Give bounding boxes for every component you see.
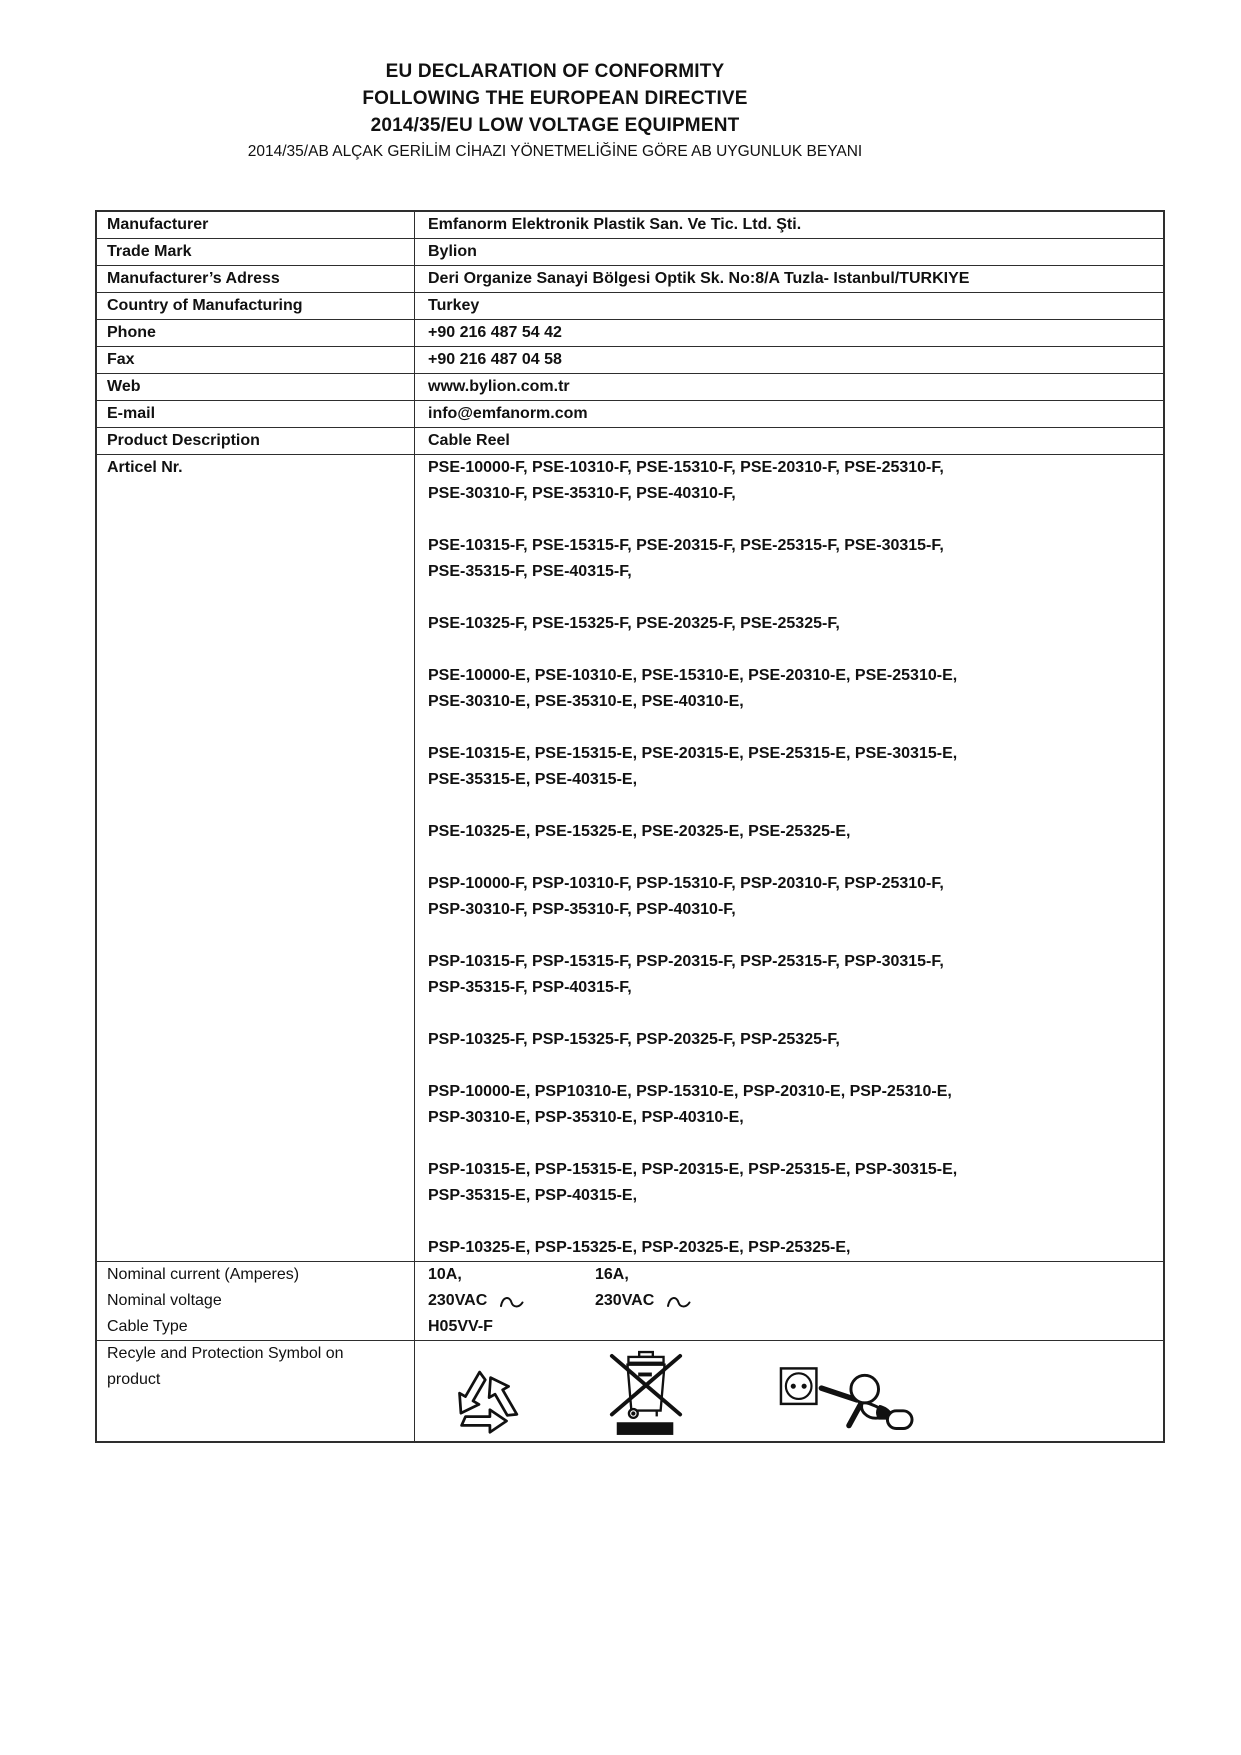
row-value: Turkey — [428, 297, 480, 314]
declaration-table — [95, 210, 1165, 1443]
row-value: Emfanorm Elektronik Plastik San. Ve Tic. Ltd. Şti. — [428, 216, 802, 233]
row-value: +90 216 487 04 58 — [428, 351, 562, 368]
article-number-line: PSE-35315-E, PSE-40315-E, — [428, 771, 638, 788]
article-number-line: PSP-10000-F, PSP-10310-F, PSP-15310-F, PSP-20310-F, PSP-25310-F, — [428, 875, 944, 892]
row-value: +90 216 487 54 42 — [428, 324, 562, 341]
article-number-line: PSE-30310-E, PSE-35310-E, PSE-40310-E, — [428, 693, 744, 710]
article-number-line — [428, 845, 1153, 871]
table-row — [97, 292, 1163, 319]
cable-type-value: H05VV-F — [428, 1318, 493, 1335]
row-label: Fax — [97, 347, 415, 373]
sine-wave-icon — [666, 1294, 693, 1309]
article-number-line: PSP-10000-E, PSP10310-E, PSP-15310-E, PSP-20310-E, PSP-25310-E, — [428, 1083, 952, 1100]
article-number-line: PSE-10000-E, PSE-10310-E, PSE-15310-E, PSE-20310-E, PSE-25310-E, — [428, 667, 958, 684]
row-value: Bylion — [428, 243, 477, 260]
article-number-line: PSP-30310-F, PSP-35310-F, PSP-40310-F, — [428, 901, 736, 918]
ratings-value — [415, 1262, 1163, 1340]
row-label: Manufacturer — [97, 212, 415, 238]
nominal-current-values — [428, 1262, 1153, 1288]
article-number-line — [428, 1209, 1153, 1235]
article-number-line: PSP-35315-F, PSP-40315-F, — [428, 979, 632, 996]
article-number-line — [428, 1131, 1153, 1157]
article-number-line — [428, 1053, 1153, 1079]
row-value: info@emfanorm.com — [428, 405, 588, 422]
voltage-230vac-left: 230VAC — [428, 1292, 488, 1309]
table-row — [97, 238, 1163, 265]
row-value: Cable Reel — [428, 432, 510, 449]
symbols-row — [97, 1340, 1163, 1441]
table-row — [97, 346, 1163, 373]
row-label: Manufacturer’s Adress — [97, 266, 415, 292]
article-number-line: PSE-10315-F, PSE-15315-F, PSE-20315-F, PSE-25315-F, PSE-30315-F, — [428, 537, 944, 554]
row-label: Product Description — [97, 428, 415, 454]
article-number-line — [428, 715, 1153, 741]
table-row — [97, 400, 1163, 427]
ratings-label — [97, 1262, 415, 1340]
current-10a: 10A, — [428, 1266, 462, 1283]
table-row — [97, 265, 1163, 292]
nominal-current-label: Nominal current (Amperes) — [107, 1266, 300, 1283]
article-numbers-label: Articel Nr. — [97, 455, 415, 1261]
row-label: Trade Mark — [97, 239, 415, 265]
table-row — [97, 212, 1163, 238]
recycle-icon — [442, 1359, 530, 1443]
voltage-230vac-right: 230VAC — [595, 1292, 655, 1309]
row-value: Deri Organize Sanayi Bölgesi Optik Sk. No:8/A Tuzla- Istanbul/TURKIYE — [428, 270, 970, 287]
subtitle: 2014/35/AB ALÇAK GERİLİM CİHAZI YÖNETMELİĞİNE GÖRE AB UYGUNLUK BEYANI — [247, 143, 863, 160]
ratings-row — [97, 1261, 1163, 1340]
article-number-line: PSE-10315-E, PSE-15315-E, PSE-20315-E, PSE-25315-E, PSE-30315-E, — [428, 745, 958, 762]
nominal-voltage-values — [428, 1288, 1153, 1314]
title-line-3: 2014/35/EU LOW VOLTAGE EQUIPMENT — [370, 115, 740, 136]
row-label: Web — [97, 374, 415, 400]
article-number-line — [428, 585, 1153, 611]
child-safety-socket-icon — [778, 1358, 914, 1436]
nominal-voltage-label: Nominal voltage — [107, 1292, 222, 1309]
article-number-line: PSP-30310-E, PSP-35310-E, PSP-40310-E, — [428, 1109, 744, 1126]
current-16a: 16A, — [595, 1266, 629, 1283]
table-row — [97, 319, 1163, 346]
article-number-line — [428, 507, 1153, 533]
title-line-2: FOLLOWING THE EUROPEAN DIRECTIVE — [362, 88, 748, 109]
article-number-line: PSP-35315-E, PSP-40315-E, — [428, 1187, 638, 1204]
article-number-line: PSE-10000-F, PSE-10310-F, PSE-15310-F, PSE-20310-F, PSE-25310-F, — [428, 459, 944, 476]
article-number-line: PSP-10325-E, PSP-15325-E, PSP-20325-E, PSP-25325-E, — [428, 1239, 851, 1256]
cable-type-label: Cable Type — [107, 1318, 188, 1335]
article-number-line: PSP-10315-E, PSP-15315-E, PSP-20315-E, PSP-25315-E, PSP-30315-E, — [428, 1161, 958, 1178]
sine-wave-icon — [499, 1294, 526, 1309]
table-row — [97, 373, 1163, 400]
article-number-line — [428, 637, 1153, 663]
info-rows — [97, 212, 1163, 454]
article-number-line: PSE-30310-F, PSE-35310-F, PSE-40310-F, — [428, 485, 736, 502]
article-number-line: PSE-35315-F, PSE-40315-F, — [428, 563, 632, 580]
article-number-line: PSE-10325-E, PSE-15325-E, PSE-20325-E, PSE-25325-E, — [428, 823, 851, 840]
row-value: www.bylion.com.tr — [428, 378, 570, 395]
article-number-line: PSP-10315-F, PSP-15315-F, PSP-20315-F, PSP-25315-F, PSP-30315-F, — [428, 953, 944, 970]
row-label: Country of Manufacturing — [97, 293, 415, 319]
article-number-line — [428, 793, 1153, 819]
document-header — [0, 58, 1110, 165]
symbols-value — [415, 1341, 1163, 1441]
symbols-label: Recyle and Protection Symbol on product — [97, 1341, 415, 1441]
article-number-line — [428, 1001, 1153, 1027]
article-number-line: PSP-10325-F, PSP-15325-F, PSP-20325-F, PSP-25325-F, — [428, 1031, 840, 1048]
article-number-line — [428, 923, 1153, 949]
title-line-1: EU DECLARATION OF CONFORMITY — [385, 61, 725, 82]
article-number-line: PSE-10325-F, PSE-15325-F, PSE-20325-F, PSE-25325-F, — [428, 615, 840, 632]
weee-crossed-bin-icon — [607, 1350, 685, 1436]
row-label: E-mail — [97, 401, 415, 427]
table-row — [97, 427, 1163, 454]
article-numbers-row — [97, 454, 1163, 1261]
row-label: Phone — [97, 320, 415, 346]
article-numbers-value — [415, 455, 1163, 1261]
